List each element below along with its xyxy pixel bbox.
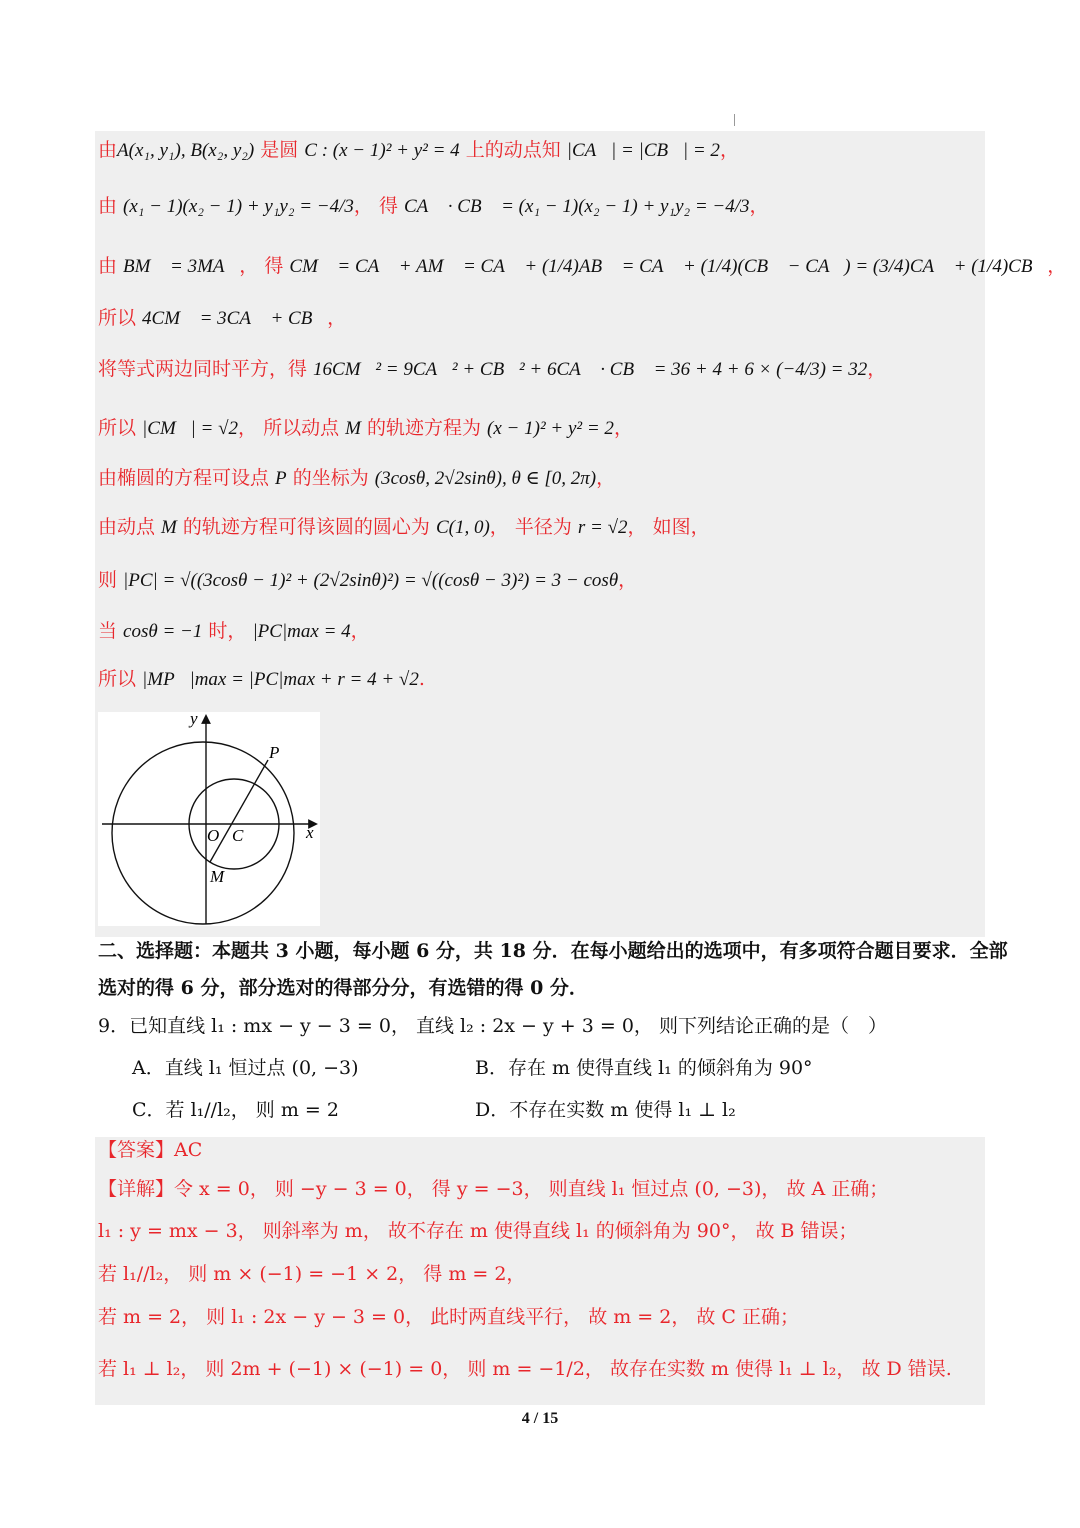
math: (x − 1)² + y² = 2 — [487, 418, 614, 439]
answer-label: 【答案】AC — [98, 1139, 203, 1161]
math: CA⃗ · CB⃗ = (x₁ − 1)(x₂ − 1) + y₁y₂ = −4/3 — [404, 196, 750, 217]
math: A(x₁, y₁), B(x₂, y₂) — [117, 140, 255, 161]
detail-line-3: 若 l₁//l₂， 则 m × (−1) = −1 × 2， 得 m = 2， — [98, 1263, 526, 1285]
solution-line-2 — [98, 194, 769, 219]
text: 则 — [98, 569, 124, 591]
math: BM⃗ = 3MA⃗ — [123, 256, 240, 277]
text: 上的动点知 — [459, 139, 567, 161]
math: (x₁ − 1)(x₂ − 1) + y₁y₂ = −4/3 — [123, 196, 354, 217]
text: 是圆 — [254, 139, 305, 161]
page-number: 4 / 15 — [521, 1410, 559, 1427]
text: 由动点 — [98, 516, 162, 538]
math: 16CM⃗² = 9CA⃗² + CB⃗² + 6CA⃗ · CB⃗ = 36 + 4 + 6 × (−4/3) = 32 — [313, 359, 868, 380]
text: ， — [867, 358, 887, 380]
text: 所以 — [98, 307, 143, 329]
solution-line-9 — [98, 568, 637, 593]
segment-mp — [210, 760, 268, 862]
math: |CA⃗| = |CB⃗| = 2 — [566, 140, 720, 161]
solution-line-3 — [98, 254, 1066, 279]
section-header-line-2: 选对的得 6 分，部分选对的得部分分，有选错的得 0 分． — [98, 977, 588, 999]
figure-svg — [98, 712, 320, 926]
label-o: O — [207, 826, 220, 845]
text: 由椭圆的方程可设点 — [98, 467, 276, 489]
detail-line-4: 若 m = 2， 则 l₁ : 2x − y − 3 = 0， 此时两直线平行， 故 m = 2， 故 C 正确； — [98, 1306, 799, 1328]
text: 所以 — [98, 668, 143, 690]
text: 时， — [202, 620, 253, 642]
ellipse-outer-circle — [112, 742, 294, 924]
text: 所以 — [98, 417, 143, 439]
section-header-line-1: 二、选择题：本题共 3 小题，每小题 6 分，共 18 分．在每小题给出的选项中，有多项符合题目要求．全部 — [98, 940, 1008, 962]
label-m: M — [210, 867, 225, 886]
solution-line-11 — [98, 667, 425, 692]
text: ， — [1047, 255, 1067, 277]
math: M — [345, 418, 361, 439]
text: 由 — [98, 139, 118, 161]
option-c: C．若 l₁//l₂， 则 m = 2 — [132, 1099, 339, 1121]
math: r = √2 — [577, 517, 628, 538]
label-y: y — [190, 712, 198, 728]
text: 由 — [98, 195, 124, 217]
math: P — [275, 468, 287, 489]
text: ， — [749, 195, 769, 217]
text: ， — [613, 417, 633, 439]
text: 的坐标为 — [286, 467, 375, 489]
math: 4CM⃗ = 3CA⃗ + CB⃗ — [142, 308, 328, 329]
math: C : (x − 1)² + y² = 4 — [304, 140, 460, 161]
math: |CM⃗| = √2 — [142, 418, 239, 439]
text: ， — [327, 307, 347, 329]
math: cosθ = −1 — [123, 621, 203, 642]
solution-line-4 — [98, 306, 346, 331]
math: (3cosθ, 2√2sinθ), θ ∈ [0, 2π) — [374, 468, 597, 489]
text: ， — [719, 139, 739, 161]
text: ， 得 — [353, 195, 404, 217]
question-stem: 9．已知直线 l₁ : mx − y − 3 = 0， 直线 l₂ : 2x − y + 3 = 0， 则下列结论正确的是（ ） — [98, 1015, 887, 1037]
label-x: x — [306, 823, 314, 842]
detail-line-1: 【详解】令 x = 0， 则 −y − 3 = 0， 得 y = −3， 则直线 l₁ 恒过点 (0, −3)， 故 A 正确； — [98, 1178, 889, 1200]
math: |PC|max = 4 — [252, 621, 351, 642]
math: CM⃗ = CA⃗ + AM⃗ = CA⃗ + (1/4)AB⃗ = CA⃗ + (1/4)(CB⃗ − CA⃗) = (3/4)CA⃗ + (1/4)CB⃗ — [289, 256, 1048, 277]
math: |PC| = √((3cosθ − 1)² + (2√2sinθ)²) = √((cosθ − 3)²) = 3 − cosθ — [123, 570, 619, 591]
math: C(1, 0) — [435, 517, 490, 538]
text: 的轨迹方程为 — [360, 417, 488, 439]
text: ， 半径为 — [489, 516, 578, 538]
text: . — [418, 668, 425, 690]
solution-line-5 — [98, 357, 886, 382]
text: ， — [596, 467, 616, 489]
text: ， 如图， — [627, 516, 710, 538]
text: ， 所以动点 — [238, 417, 346, 439]
text: ， 得 — [239, 255, 290, 277]
math: |MP⃗|max = |PC|max + r = 4 + √2 — [142, 669, 419, 690]
option-d: D．不存在实数 m 使得 l₁ ⊥ l₂ — [475, 1099, 736, 1121]
option-b: B．存在 m 使得直线 l₁ 的倾斜角为 90° — [475, 1057, 813, 1079]
text: 的轨迹方程可得该圆的圆心为 — [176, 516, 436, 538]
text: 当 — [98, 620, 124, 642]
solution-line-7 — [98, 466, 615, 491]
label-p: P — [269, 743, 280, 762]
label-c: C — [232, 826, 244, 845]
text: ， — [350, 620, 370, 642]
solution-line-10 — [98, 619, 370, 644]
solution-line-8 — [98, 515, 710, 540]
text: 由 — [98, 255, 124, 277]
text: ， — [618, 569, 638, 591]
detail-line-5: 若 l₁ ⊥ l₂， 则 2m + (−1) × (−1) = 0， 则 m = −1/2， 故存在实数 m 使得 l₁ ⊥ l₂， 故 D 错误. — [98, 1358, 952, 1380]
circle-figure — [98, 712, 320, 926]
math: M — [161, 517, 177, 538]
option-a: A．直线 l₁ 恒过点 (0, −3) — [132, 1057, 359, 1079]
solution-line-1 — [98, 138, 739, 163]
margin-mark — [734, 114, 735, 126]
detail-line-2: l₁ : y = mx − 3， 则斜率为 m， 故不存在 m 使得直线 l₁ 的倾斜角为 90°， 故 B 错误； — [98, 1220, 858, 1242]
solution-line-6 — [98, 416, 633, 441]
text: 将等式两边同时平方，得 — [98, 358, 314, 380]
